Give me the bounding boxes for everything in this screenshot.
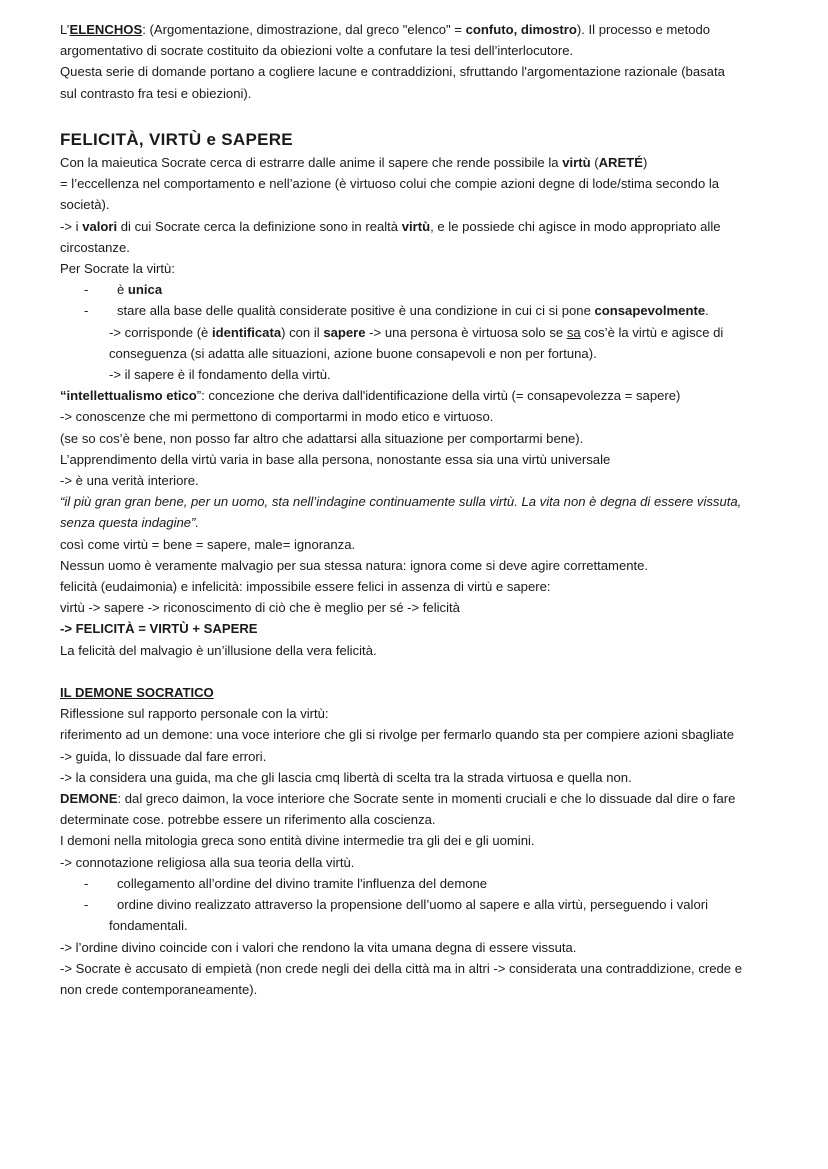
quote-line-1: “il più gran gran bene, per un uomo, sta nell’indagine continuamente sulla virtù. La vita non è degna di essere vissuta, (60, 494, 742, 510)
felicita-line-9: (se so cos’è bene, non posso far altro che adattarsi alla situazione per comportarmi bene). (60, 430, 584, 446)
demone-line-2: riferimento ad un demone: una voce interiore che gli si rivolge per fermarlo quando sta per compiere azioni sbagliate (60, 727, 734, 743)
demone-line-9: -> l’ordine divino coincide con i valori che rendono la vita umana degna di essere vissuta. (60, 939, 577, 955)
demone-line-11: non crede contemporaneamente). (60, 981, 258, 997)
felicita-line-4: -> i valori di cui Socrate cerca la definizione sono in realtà virtù, e le possiede chi agisce in modo appropriato alle (60, 218, 721, 234)
elenchos-line-2: argomentativo di socrate costituito da obiezioni volte a confutare la tesi dell’interlocutore. (60, 43, 574, 59)
list-subline: -> il sapere è il fondamento della virtù. (109, 367, 331, 383)
felicita-line-14: così come virtù = bene = sapere, male= ignoranza. (60, 536, 356, 552)
felicita-line-11: -> è una verità interiore. (60, 473, 199, 489)
felicita-formula: -> FELICITÀ = VIRTÙ + SAPERE (60, 621, 258, 637)
felicita-line-16: felicità (eudaimonia) e infelicità: impossibile essere felici in assenza di virtù e sapere: (60, 579, 551, 595)
felicita-line-3: società). (60, 197, 110, 213)
quote-line-2: senza questa indagine”. (60, 515, 200, 531)
section-title-felicita: FELICITÀ, VIRTÙ e SAPERE (60, 130, 293, 149)
list-subline: fondamentali. (109, 918, 188, 934)
felicita-line-2: = l’eccellenza nel comportamento e nell’azione (è virtuoso colui che compie azioni degne di lode/stima secondo la (60, 176, 720, 192)
felicita-line-17: virtù -> sapere -> riconoscimento di ciò che è meglio per sé -> felicità (60, 600, 460, 616)
demone-line-8: -> connotazione religiosa alla sua teoria della virtù. (60, 854, 355, 870)
demone-line-6: determinate cose. potrebbe essere un riferimento alla coscienza. (60, 812, 436, 828)
elenchos-term: ELENCHOS (69, 22, 143, 37)
elenchos-line-4: sul contrasto fra tesi e obiezioni). (60, 85, 252, 101)
demone-line-7: I demoni nella mitologia greca sono entità divine intermedie tra gli dei e gli uomini. (60, 833, 535, 849)
felicita-line-15: Nessun uomo è veramente malvagio per sua stessa natura: ignora come si deve agire correttamente. (60, 557, 649, 573)
felicita-line-5: circostanze. (60, 239, 130, 255)
demone-line-3: -> guida, lo dissuade dal fare errori. (60, 748, 267, 764)
felicita-line-10: L’apprendimento della virtù varia in base alla persona, nonostante essa sia una virtù universale (60, 451, 611, 467)
felicita-line-6: Per Socrate la virtù: (60, 261, 175, 277)
felicita-line-1: Con la maieutica Socrate cerca di estrarre dalle anime il sapere che rende possibile la virtù (ARETÉ) (60, 155, 648, 170)
list-subline: -> corrisponde (è identificata) con il sapere -> una persona è virtuosa solo se sa cos’è la virtù e agisce di (109, 324, 724, 340)
elenchos-line-3: Questa serie di domande portano a cogliere lacune e contraddizioni, sfruttando l'argomentazione razionale (basata (60, 64, 725, 80)
felicita-line-8: -> conoscenze che mi permettono di comportarmi in modo etico e virtuoso. (60, 409, 494, 425)
demone-line-1: Riflessione sul rapporto personale con la virtù: (60, 706, 329, 722)
list-item: - è unica (84, 282, 163, 298)
list-item: - stare alla base delle qualità considerate positive è una condizione in cui ci si pone consapevolmente. (84, 303, 709, 319)
list-item: - ordine divino realizzato attraverso la propensione dell’uomo al sapere e alla virtù, perseguendo i valori (84, 897, 709, 913)
demone-line-10: -> Socrate è accusato di empietà (non crede negli dei della città ma in altri -> considerata una contraddizione, crede e (60, 960, 742, 976)
list-item: - collegamento all’ordine del divino tramite l'influenza del demone (84, 875, 488, 891)
demone-line-4: -> la considera una guida, ma che gli lascia cmq libertà di scelta tra la strada virtuosa e quella non. (60, 769, 632, 785)
list-subline: conseguenza (si adatta alle situazioni, azione buone consapevoli e non per fortuna). (109, 345, 597, 361)
felicita-line-19: La felicità del malvagio è un’illusione della vera felicità. (60, 642, 377, 658)
section-title-demone: IL DEMONE SOCRATICO (60, 685, 214, 701)
demone-line-5: DEMONE: dal greco daimon, la voce interiore che Socrate sente in momenti cruciali e che lo dissuade dal dire o fare (60, 791, 736, 807)
felicita-line-7: “intellettualismo etico”: concezione che deriva dall'identificazione della virtù (= consapevolezza = sapere) (60, 388, 681, 404)
elenchos-line-1: L’ELENCHOS: (Argomentazione, dimostrazione, dal greco "elenco" = confuto, dimostro). Il processo e metodo (60, 22, 711, 37)
